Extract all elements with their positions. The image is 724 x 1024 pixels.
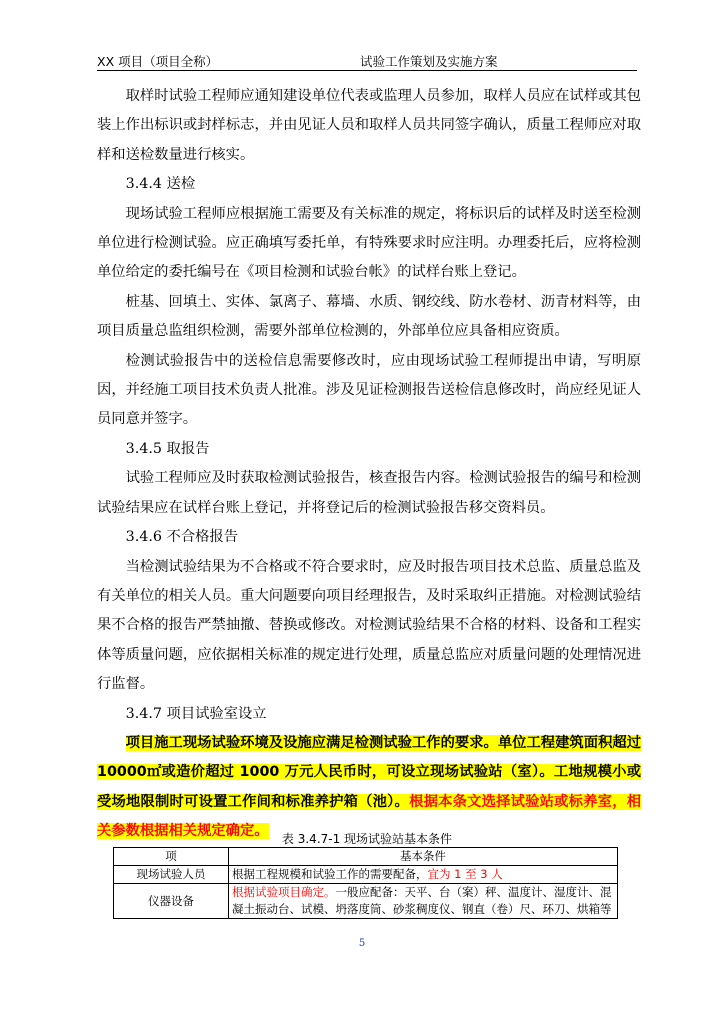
section-number: 3.4.5: [125, 440, 162, 457]
highlighted-editor-note: 根据本条文选择试验站或标养室，相关参数根据相关规定确定。: [97, 793, 641, 840]
section-heading-3-4-5: [97, 435, 641, 464]
paragraph-external-testing: 桩基、回填土、实体、氯离子、幕墙、水质、钢绞线、防水卷材、沥青材料等，由项目质量总监组织检测，需要外部单位检测的，外部单位应具备相应资质。: [97, 293, 641, 340]
table-row: [114, 866, 618, 884]
paragraph-report-modification: 检测试验报告中的送检信息需要修改时，应由现场试验工程师提出申请，写明原因，并经施工项目技术负责人批准。涉及见证检测报告送检信息修改时，尚应经见证人员同意并签字。: [97, 352, 641, 428]
cell-text-after: 一般应配备：天平、台（案）秤、温度计、湿度计、混凝土振动台、试模、坍落度筒、砂浆稠度仪、钢直（卷）尺、环刀、烘箱等: [232, 885, 612, 916]
section-number: 3.4.7: [125, 705, 162, 722]
section-title: 送检: [161, 176, 196, 193]
table-cell-item: 现场试验人员: [114, 866, 229, 884]
highlighted-text: [97, 735, 641, 839]
section-title: 取报告: [161, 440, 210, 457]
document-body: [97, 82, 641, 847]
header-project-name: XX 项目（项目全称）: [97, 54, 219, 69]
table-row: [114, 884, 618, 919]
highlighted-requirement: 项目施工现场试验环境及设施应满足检测试验工作的要求。单位工程建筑面积超过 10000㎡或造价超过 1000 万元人民币时，可设立现场试验站（室）。工地规模小或受场地限制时可设置工作间和标准养护箱（池）。: [97, 734, 641, 810]
page-header: [97, 50, 637, 71]
cell-red-note: 根据试验项目确定。: [232, 885, 336, 899]
section-heading-3-4-7: [97, 700, 641, 729]
section-number: 3.4.4: [125, 176, 162, 193]
header-document-title: 试验工作策划及实施方案: [360, 54, 498, 69]
table-caption: 表 3.4.7-1 现场试验站基本条件: [281, 832, 453, 846]
table-header-conditions: 基本条件: [229, 848, 618, 866]
section-heading-3-4-6: [97, 523, 641, 552]
section-heading-3-4-4: [97, 170, 641, 199]
section-title: 不合格报告: [161, 529, 239, 546]
paragraph-collect-report: 试验工程师应及时获取检测试验报告，核查报告内容。检测试验报告的编号和检测试验结果应在试样台账上登记，并将登记后的检测试验报告移交资料员。: [97, 470, 641, 516]
section-number: 3.4.6: [125, 529, 162, 546]
paragraph-sampling: 取样时试验工程师应通知建设单位代表或监理人员参加，取样人员应在试样或其包装上作出标识或封样标志，并由见证人员和取样人员共同签字确认，质量工程师应对取样和送检数量进行核实。: [97, 88, 641, 163]
paragraph-submission: 现场试验工程师应根据施工需要及有关标准的规定，将标识后的试样及时送至检测单位进行检测试验。应正确填写委托单，有特殊要求时应注明。办理委托后，应将检测单位给定的委托编号在《项目检测和试验台帐》的试样台账上登记。: [97, 205, 641, 281]
table-cell-conditions: [229, 866, 618, 884]
table-cell-item: 仪器设备: [114, 884, 229, 919]
section-title: 项目试验室设立: [161, 705, 267, 722]
table-cell-conditions: [229, 884, 618, 919]
cell-text: 根据工程规模和试验工作的需要配备，: [232, 867, 428, 881]
table-header-row: [114, 848, 618, 866]
site-lab-conditions-table: [113, 847, 618, 919]
table-header-item: 项: [114, 848, 229, 866]
cell-red-note: 宜为 1 至 3 人: [427, 867, 503, 881]
page-number: 5: [358, 938, 366, 949]
paragraph-nonconforming: 当检测试验结果为不合格或不符合要求时，应及时报告项目技术总监、质量总监及有关单位的相关人员。重大问题要向项目经理报告，及时采取纠正措施。对检测试验结果不合格的报告严禁抽撤、替换或修改。对检测试验结果不合格的材料、设备和工程实体等质量问题，应依据相关标准的规定进行处理，质量总监应对质量问题的处理情况进行监督。: [97, 558, 641, 693]
paragraph-lab-setup: [97, 729, 641, 847]
